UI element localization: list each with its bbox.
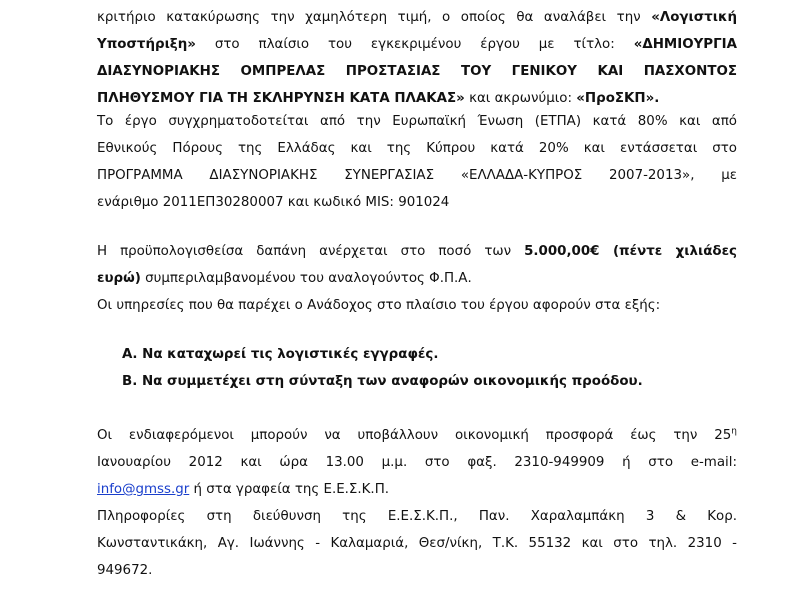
text-line xyxy=(97,422,737,449)
bold-run: ευρώ) xyxy=(97,271,141,286)
text-run: και ακρωνύμιο: xyxy=(464,91,577,106)
bold-run: «ΔΗΜΙΟΥΡΓΙΑ xyxy=(633,37,737,52)
text-line xyxy=(97,476,737,503)
bold-run: Υποστήριξη» xyxy=(97,37,196,52)
text-line: Εθνικούς Πόρους της Ελλάδας και της Κύπρου κατά 20% και εντάσσεται στο xyxy=(97,141,737,156)
text-line: Κωνσταντικάκη, Αγ. Ιωάννης - Καλαμαριά, Θεσ/νίκη, Τ.Κ. 55132 και στο τηλ. 2310 - xyxy=(97,536,737,551)
paragraph-funding xyxy=(97,108,737,216)
list-item-b: Β. Να συμμετέχει στη σύνταξη των αναφορών οικονομικής προόδου. xyxy=(122,374,643,389)
text-line: ΠΡΟΓΡΑΜΜΑ ΔΙΑΣΥΝΟΡΙΑΚΗΣ ΣΥΝΕΡΓΑΣΙΑΣ «ΕΛΛΑΔΑ-ΚΥΠΡΟΣ 2007-2013», με xyxy=(97,168,737,183)
text-line: ενάριθμο 2011ΕΠ30280007 και κωδικό MIS: 901024 xyxy=(97,195,450,210)
text-run: κριτήριο κατακύρωσης την χαμηλότερη τιμή, ο οποίος θα αναλάβει την xyxy=(97,10,652,25)
paragraph-award-criterion xyxy=(97,4,737,112)
paragraph-budget xyxy=(97,238,737,319)
text-line xyxy=(97,238,737,265)
text-run: Οι ενδιαφερόμενοι μπορούν να υποβάλλουν οικονομική προσφορά έως την 25 xyxy=(97,428,732,443)
list-item-a: Α. Να καταχωρεί τις λογιστικές εγγραφές. xyxy=(122,347,439,362)
text-run: στο πλαίσιο του εγκεκριμένου έργου με τίτλο: xyxy=(195,37,634,52)
bold-run: «ΠροΣΚΠ» xyxy=(576,91,655,106)
bold-run: 5.000,00€ (πέντε χιλιάδες xyxy=(524,244,737,259)
email-link[interactable]: info@gmss.gr xyxy=(97,482,190,497)
bold-run: ΠΛΗΘΥΣΜΟΥ ΓΙΑ ΤΗ ΣΚΛΗΡΥΝΣΗ ΚΑΤΑ ΠΛΑΚΑΣ» xyxy=(97,91,465,106)
bold-run: «Λογιστική xyxy=(651,10,737,25)
text-line: Πληροφορίες στη διεύθυνση της Ε.Ε.Σ.Κ.Π., Παν. Χαραλαμπάκη 3 & Κορ. xyxy=(97,509,737,524)
text-line: 949672. xyxy=(97,563,153,578)
text-line xyxy=(97,31,737,58)
text-line xyxy=(97,4,737,31)
bold-run: . xyxy=(654,91,660,106)
text-line: Ιανουαρίου 2012 και ώρα 13.00 μ.μ. στο φαξ. 2310-949909 ή στο e-mail: xyxy=(97,455,737,470)
text-run: Η προϋπολογισθείσα δαπάνη ανέρχεται στο ποσό των xyxy=(97,244,525,259)
text-line: Οι υπηρεσίες που θα παρέχει ο Ανάδοχος στο πλαίσιο του έργου αφορούν στα εξής: xyxy=(97,298,661,313)
superscript: η xyxy=(731,426,737,437)
text-line xyxy=(97,265,737,292)
text-run: συμπεριλαμβανομένου του αναλογούντος Φ.Π.Α. xyxy=(140,271,472,286)
text-run: ή στα γραφεία της Ε.Ε.Σ.Κ.Π. xyxy=(189,482,390,497)
text-line: ΔΙΑΣΥΝΟΡΙΑΚΗΣ ΟΜΠΡΕΛΑΣ ΠΡΟΣΤΑΣΙΑΣ ΤΟΥ ΓΕΝΙΚΟΥ ΚΑΙ ΠΑΣΧΟΝΤΟΣ xyxy=(97,64,737,79)
paragraph-submission xyxy=(97,422,737,584)
text-line: Το έργο συγχρηματοδοτείται από την Ευρωπαϊκή Ένωση (ΕΤΠΑ) κατά 80% και από xyxy=(97,114,737,129)
